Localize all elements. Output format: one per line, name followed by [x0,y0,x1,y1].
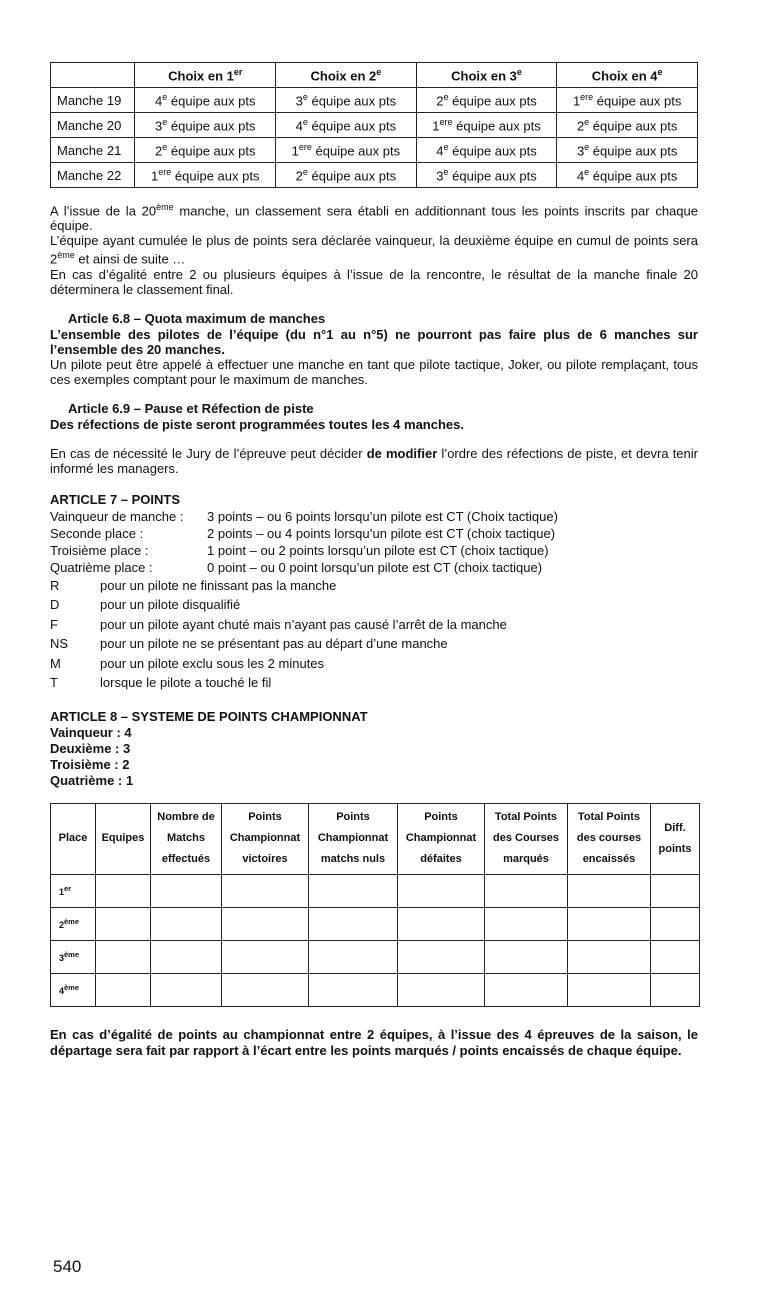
points-row: Seconde place : 2 points – ou 4 points lorsqu’un pilote est CT (choix tactique) [50,525,556,541]
table-cell: 1ere équipe aux pts [276,138,417,163]
points-row: Quatrième place : 0 point – ou 0 point lorsqu’un pilote est CT (choix tactique) [50,559,543,575]
final-paragraph: En cas d’égalité de points au championnat entre 2 équipes, à l’issue des 4 épreuves de la saison, le départage sera fait par rapport à l’écart entre les points marqués / points encaissés de chaque équipe. [50,1026,698,1058]
list-item: Troisième : 2 [50,756,130,772]
table-cell [151,973,222,1006]
list-item: Deuxième : 3 [50,740,131,756]
article-6-8 [50,311,698,387]
table-cell [222,907,309,940]
table-cell [151,907,222,940]
table-cell [309,874,398,907]
choice-header-2: Choix en 2e [276,63,417,88]
list-item: Quatrième : 1 [50,772,134,788]
table-cell: 1ere équipe aux pts [416,113,557,138]
table-row [51,163,698,188]
table-cell [222,973,309,1006]
article-6-9-text: En cas de nécessité le Jury de l’épreuve peut décider de modifier l’ordre des réfections de piste, et devra tenir informé les managers. [50,445,698,476]
table-cell [651,874,700,907]
article-6-8-bold-text: L’ensemble des pilotes de l’équipe (du n°1 au n°5) ne pourront pas faire plus de 6 manches sur l’ensemble des 20 manches. [50,326,698,357]
choice-table-corner [51,63,135,88]
table-row [51,973,700,1006]
table-cell [398,973,485,1006]
table-row [51,874,700,907]
article-6-9-bold-text: Des réfections de piste seront programmées toutes les 4 manches. [50,416,464,432]
table-cell [151,874,222,907]
classement-section [50,200,698,297]
manche-label: Manche 20 [51,113,135,138]
article-8 [50,709,698,789]
points-row: Vainqueur de manche : 3 points – ou 6 points lorsqu’un pilote est CT (Choix tactique) [50,508,558,524]
code-row: F pour un pilote ayant chuté mais n’ayant pas causé l’arrêt de la manche [50,616,507,632]
table-cell: 4e équipe aux pts [135,88,276,113]
article-8-title: ARTICLE 8 – SYSTEME DE POINTS CHAMPIONNAT [50,708,368,724]
championship-header-row [51,803,700,874]
article-6-8-text: Un pilote peut être appelé à effectuer une manche en tant que pilote tactique, Joker, ou pilote remplaçant, tous ces exemples comptant pour le maximum de manches. [50,356,698,387]
table-cell [222,874,309,907]
manche-label: Manche 19 [51,88,135,113]
table-cell: 2e équipe aux pts [416,88,557,113]
table-cell [151,940,222,973]
table-cell [398,940,485,973]
table-cell [568,874,651,907]
table-cell [309,940,398,973]
table-cell [568,907,651,940]
place-cell: 3ème [51,940,96,973]
article-7 [50,492,698,693]
header-victoires: Points Championnat victoires [222,803,309,874]
table-cell: 3e équipe aux pts [416,163,557,188]
manche-label: Manche 21 [51,138,135,163]
article-6-8-title: Article 6.8 – Quota maximum de manches [68,310,326,326]
table-cell: 3e équipe aux pts [276,88,417,113]
table-cell: 2e équipe aux pts [557,113,698,138]
table-cell [309,907,398,940]
table-row [51,907,700,940]
table-cell [568,940,651,973]
table-cell: 1ere équipe aux pts [135,163,276,188]
place-cell: 2ème [51,907,96,940]
code-row: NS pour un pilote ne se présentant pas au départ d’une manche [50,636,448,652]
article-7-title: ARTICLE 7 – POINTS [50,491,181,507]
championship-table [50,803,700,1007]
table-cell [485,940,568,973]
header-equipes: Equipes [96,803,151,874]
table-cell [96,940,151,973]
table-cell [485,973,568,1006]
table-cell [222,940,309,973]
table-cell: 2e équipe aux pts [276,163,417,188]
choice-table [50,62,698,188]
article-6-9 [50,401,698,476]
table-cell [96,907,151,940]
table-row [51,88,698,113]
choice-header-4: Choix en 4e [557,63,698,88]
table-row [51,940,700,973]
code-row: M pour un pilote exclu sous les 2 minutes [50,655,325,671]
header-matchs: Nombre de Matchs effectués [151,803,222,874]
table-cell [96,874,151,907]
table-row [51,113,698,138]
points-row: Troisième place : 1 point – ou 2 points lorsqu’un pilote est CT (choix tactique) [50,542,549,558]
header-nuls: Points Championnat matchs nuls [309,803,398,874]
code-row: R pour un pilote ne finissant pas la manche [50,577,337,593]
table-cell [651,940,700,973]
table-cell [568,973,651,1006]
choice-header-3: Choix en 3e [416,63,557,88]
table-cell [651,907,700,940]
header-diff: Diff. points [651,803,700,874]
table-cell [398,907,485,940]
table-cell: 1ere équipe aux pts [557,88,698,113]
classement-paragraph-1: A l’issue de la 20ème manche, un classement sera établi en additionnant tous les points inscrits par chaque équipe. [50,202,698,234]
manche-label: Manche 22 [51,163,135,188]
header-marques: Total Points des Courses marqués [485,803,568,874]
place-cell: 4ème [51,973,96,1006]
table-row [51,138,698,163]
table-cell [398,874,485,907]
page-number: 540 [53,1257,82,1276]
article-6-9-title: Article 6.9 – Pause et Réfection de piste [68,400,314,416]
table-cell [96,973,151,1006]
table-cell: 4e équipe aux pts [416,138,557,163]
choice-table-header-row [51,63,698,88]
place-cell: 1er [51,874,96,907]
choice-header-1: Choix en 1er [135,63,276,88]
code-row: T lorsque le pilote a touché le fil [50,675,272,691]
classement-paragraph-2: L’équipe ayant cumulée le plus de points sera déclarée vainqueur, la deuxième équipe en cumul de points sera 2ème et ainsi de suite … [50,233,698,267]
table-cell: 4e équipe aux pts [276,113,417,138]
championship-points-list [50,725,698,789]
document-page [50,62,698,1059]
table-cell [651,973,700,1006]
list-item: Vainqueur : 4 [50,724,132,740]
table-cell [485,907,568,940]
table-cell: 3e équipe aux pts [557,138,698,163]
code-row: D pour un pilote disqualifié [50,597,241,613]
table-cell [309,973,398,1006]
table-cell: 4e équipe aux pts [557,163,698,188]
table-cell: 3e équipe aux pts [135,113,276,138]
header-defaites: Points Championnat défaites [398,803,485,874]
table-cell [485,874,568,907]
table-cell: 2e équipe aux pts [135,138,276,163]
header-place: Place [51,803,96,874]
classement-paragraph-3: En cas d’égalité entre 2 ou plusieurs équipes à l’issue de la rencontre, le résultat de la manche finale 20 déterminera le classement final. [50,266,698,297]
header-encaisses: Total Points des courses encaissés [568,803,651,874]
